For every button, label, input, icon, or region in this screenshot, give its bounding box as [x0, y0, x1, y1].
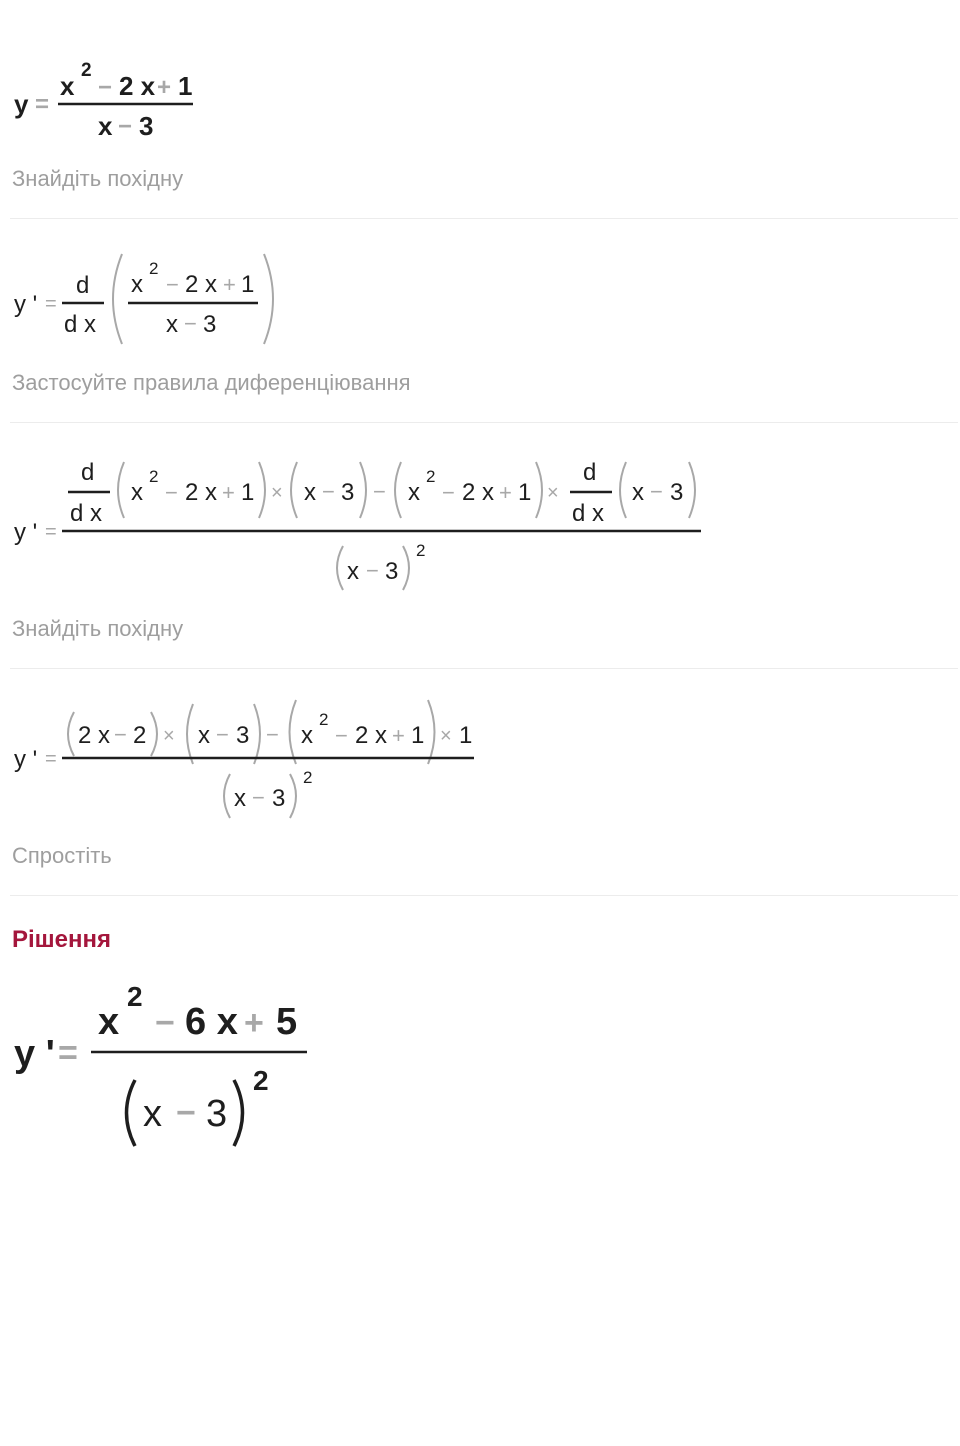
svg-text:d x: d x: [64, 311, 97, 338]
svg-text:−: −: [166, 272, 179, 297]
original-function: [14, 60, 193, 141]
svg-text:1: 1: [241, 271, 255, 298]
svg-text:x: x: [632, 479, 644, 506]
open-paren-icon: [113, 254, 122, 344]
svg-text:2 x: 2 x: [119, 71, 156, 101]
svg-text:x: x: [60, 71, 75, 101]
step-divider: [10, 668, 958, 669]
close-paren-icon: [264, 254, 273, 344]
svg-text:−: −: [176, 1094, 196, 1132]
svg-text:2: 2: [253, 1065, 269, 1096]
svg-text:2 x: 2 x: [462, 479, 495, 506]
svg-text:−: −: [373, 479, 386, 504]
svg-text:+: +: [392, 723, 405, 748]
svg-text:+: +: [244, 1004, 264, 1042]
svg-text:y ': y ': [14, 746, 38, 773]
svg-text:=: =: [45, 748, 57, 770]
svg-text:×: ×: [163, 725, 175, 747]
svg-text:2 x: 2 x: [78, 722, 111, 749]
svg-text:−: −: [216, 722, 229, 747]
svg-text:2: 2: [303, 768, 313, 787]
svg-text:−: −: [266, 722, 279, 747]
svg-text:×: ×: [547, 482, 559, 504]
svg-text:y ': y ': [14, 1033, 55, 1075]
step-hint-find-derivative: Знайдіть похідну: [12, 166, 184, 191]
svg-text:=: =: [58, 1034, 78, 1072]
svg-text:2 x: 2 x: [355, 722, 388, 749]
svg-text:3: 3: [385, 558, 399, 585]
svg-text:x: x: [166, 311, 178, 338]
svg-text:−: −: [184, 311, 197, 336]
step-divider: [10, 895, 958, 896]
svg-text:−: −: [114, 722, 127, 747]
step-divider: [10, 218, 958, 219]
svg-text:d: d: [76, 272, 90, 299]
svg-text:−: −: [98, 74, 113, 101]
svg-text:6 x: 6 x: [185, 1001, 238, 1043]
svg-text:x: x: [143, 1093, 162, 1135]
svg-text:1: 1: [459, 722, 473, 749]
svg-text:2 x: 2 x: [185, 479, 218, 506]
svg-text:1: 1: [411, 722, 425, 749]
svg-text:5: 5: [276, 1001, 298, 1043]
svg-text:−: −: [442, 480, 455, 505]
svg-text:x: x: [347, 558, 359, 585]
step-hint-find-derivative-2: Знайдіть похідну: [12, 616, 184, 641]
svg-text:3: 3: [139, 111, 154, 141]
svg-text:2: 2: [426, 467, 436, 486]
svg-text:y ': y ': [14, 519, 38, 546]
svg-text:=: =: [45, 293, 57, 315]
svg-text:2: 2: [149, 467, 159, 486]
svg-text:d: d: [81, 459, 95, 486]
svg-text:3: 3: [236, 722, 250, 749]
svg-text:×: ×: [440, 725, 452, 747]
svg-text:3: 3: [272, 785, 286, 812]
step-divider: [10, 422, 958, 423]
svg-text:3: 3: [670, 479, 684, 506]
svg-text:+: +: [222, 480, 235, 505]
svg-text:x: x: [131, 479, 143, 506]
svg-text:2 x: 2 x: [185, 271, 218, 298]
svg-text:−: −: [322, 479, 335, 504]
svg-text:=: =: [45, 521, 57, 543]
svg-text:2: 2: [319, 710, 329, 729]
svg-text:2: 2: [149, 259, 159, 278]
svg-text:x: x: [98, 1001, 120, 1043]
svg-text:−: −: [252, 785, 265, 810]
svg-text:−: −: [165, 480, 178, 505]
svg-text:3: 3: [206, 1093, 228, 1135]
svg-text:d x: d x: [572, 500, 605, 527]
svg-text:−: −: [118, 113, 133, 140]
svg-text:3: 3: [203, 311, 217, 338]
step-hint-simplify: Спростіть: [12, 843, 112, 868]
svg-text:+: +: [499, 480, 512, 505]
svg-text:x: x: [198, 722, 210, 749]
svg-text:−: −: [650, 479, 663, 504]
svg-text:x: x: [234, 785, 246, 812]
step-hint-apply-rules: Застосуйте правила диференціювання: [12, 370, 411, 395]
var-y: y: [14, 89, 29, 119]
svg-text:3: 3: [341, 479, 355, 506]
svg-text:+: +: [157, 74, 172, 101]
final-solution: [14, 981, 307, 1146]
svg-text:−: −: [366, 558, 379, 583]
svg-text:1: 1: [178, 71, 193, 101]
svg-text:x: x: [131, 271, 143, 298]
svg-text:x: x: [304, 479, 316, 506]
svg-text:+: +: [223, 272, 236, 297]
svg-text:1: 1: [241, 479, 255, 506]
svg-text:x: x: [301, 722, 313, 749]
svg-text:d: d: [583, 459, 597, 486]
svg-text:x: x: [98, 111, 113, 141]
svg-text:−: −: [155, 1004, 175, 1042]
svg-text:−: −: [335, 723, 348, 748]
svg-text:1: 1: [518, 479, 532, 506]
svg-text:2: 2: [127, 981, 143, 1012]
solution-heading: Рішення: [12, 926, 112, 953]
svg-text:d x: d x: [70, 500, 103, 527]
svg-text:2: 2: [81, 60, 92, 81]
computed-derivatives-step: [14, 700, 474, 818]
svg-text:2: 2: [416, 541, 426, 560]
quotient-rule-step: [14, 459, 701, 590]
svg-text:y ': y ': [14, 291, 38, 318]
svg-text:x: x: [408, 479, 420, 506]
svg-text:=: =: [35, 91, 50, 118]
svg-text:×: ×: [271, 482, 283, 504]
derivative-setup: [14, 254, 273, 344]
svg-text:2: 2: [133, 722, 147, 749]
